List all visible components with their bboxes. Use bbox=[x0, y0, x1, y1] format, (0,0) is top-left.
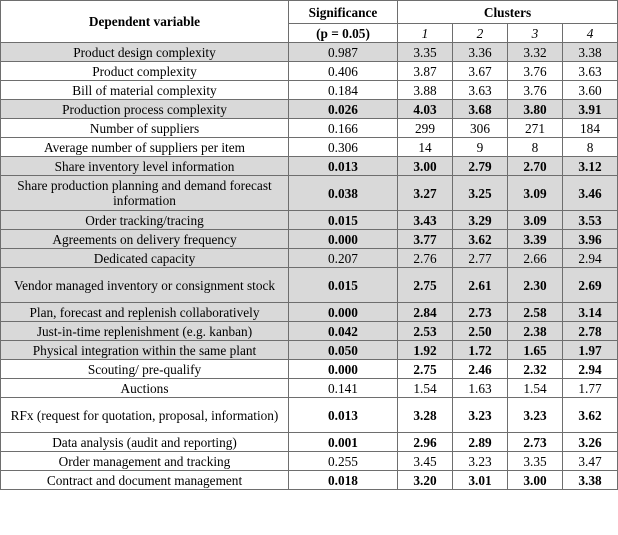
table-row bbox=[1, 138, 618, 157]
cluster-3-cell: 3.23 bbox=[508, 398, 563, 433]
cluster-4-cell: 1.77 bbox=[563, 379, 618, 398]
cluster-3-cell: 2.38 bbox=[508, 322, 563, 341]
cluster-2-cell: 1.72 bbox=[453, 341, 508, 360]
cluster-4-cell: 3.62 bbox=[563, 398, 618, 433]
significance-cell: 0.000 bbox=[289, 230, 398, 249]
cluster-2-cell: 3.25 bbox=[453, 176, 508, 211]
cluster-3-cell: 2.73 bbox=[508, 433, 563, 452]
dependent-variable-cell: Scouting/ pre-qualify bbox=[1, 360, 289, 379]
table-row bbox=[1, 119, 618, 138]
header-cluster-3: 3 bbox=[508, 24, 563, 43]
cluster-2-cell: 2.46 bbox=[453, 360, 508, 379]
dependent-variable-cell: Auctions bbox=[1, 379, 289, 398]
cluster-2-cell: 3.63 bbox=[453, 81, 508, 100]
significance-cell: 0.184 bbox=[289, 81, 398, 100]
dependent-variable-cell: Order tracking/tracing bbox=[1, 211, 289, 230]
table-row bbox=[1, 471, 618, 490]
cluster-1-cell: 2.75 bbox=[398, 360, 453, 379]
cluster-1-cell: 2.96 bbox=[398, 433, 453, 452]
cluster-4-cell: 3.96 bbox=[563, 230, 618, 249]
cluster-3-cell: 3.35 bbox=[508, 452, 563, 471]
table-row bbox=[1, 379, 618, 398]
cluster-4-cell: 1.97 bbox=[563, 341, 618, 360]
table-row bbox=[1, 211, 618, 230]
significance-cell: 0.306 bbox=[289, 138, 398, 157]
cluster-3-cell: 3.39 bbox=[508, 230, 563, 249]
cluster-1-cell: 3.87 bbox=[398, 62, 453, 81]
cluster-4-cell: 3.46 bbox=[563, 176, 618, 211]
cluster-3-cell: 3.00 bbox=[508, 471, 563, 490]
dependent-variable-cell: Agreements on delivery frequency bbox=[1, 230, 289, 249]
cluster-4-cell: 2.94 bbox=[563, 249, 618, 268]
dependent-variable-cell: Order management and tracking bbox=[1, 452, 289, 471]
table-row bbox=[1, 249, 618, 268]
dependent-variable-cell: Vendor managed inventory or consignment stock bbox=[1, 268, 289, 303]
cluster-3-cell: 3.76 bbox=[508, 81, 563, 100]
cluster-4-cell: 3.53 bbox=[563, 211, 618, 230]
table-row bbox=[1, 360, 618, 379]
cluster-1-cell: 3.43 bbox=[398, 211, 453, 230]
table-row bbox=[1, 230, 618, 249]
significance-cell: 0.015 bbox=[289, 268, 398, 303]
cluster-1-cell: 299 bbox=[398, 119, 453, 138]
cluster-4-cell: 3.38 bbox=[563, 471, 618, 490]
cluster-2-cell: 2.61 bbox=[453, 268, 508, 303]
cluster-3-cell: 2.70 bbox=[508, 157, 563, 176]
table-row bbox=[1, 322, 618, 341]
cluster-4-cell: 3.14 bbox=[563, 303, 618, 322]
significance-cell: 0.042 bbox=[289, 322, 398, 341]
dependent-variable-cell: Contract and document management bbox=[1, 471, 289, 490]
dependent-variable-cell: Product design complexity bbox=[1, 43, 289, 62]
significance-cell: 0.013 bbox=[289, 157, 398, 176]
dependent-variable-cell: Plan, forecast and replenish collaboratively bbox=[1, 303, 289, 322]
cluster-4-cell: 2.69 bbox=[563, 268, 618, 303]
cluster-4-cell: 3.12 bbox=[563, 157, 618, 176]
cluster-4-cell: 3.63 bbox=[563, 62, 618, 81]
cluster-2-cell: 2.73 bbox=[453, 303, 508, 322]
dependent-variable-cell: Production process complexity bbox=[1, 100, 289, 119]
cluster-4-cell: 2.94 bbox=[563, 360, 618, 379]
dependent-variable-cell: Dedicated capacity bbox=[1, 249, 289, 268]
cluster-4-cell: 2.78 bbox=[563, 322, 618, 341]
cluster-4-cell: 3.91 bbox=[563, 100, 618, 119]
cluster-1-cell: 3.00 bbox=[398, 157, 453, 176]
table-row bbox=[1, 157, 618, 176]
significance-cell: 0.000 bbox=[289, 360, 398, 379]
significance-cell: 0.038 bbox=[289, 176, 398, 211]
cluster-2-cell: 3.29 bbox=[453, 211, 508, 230]
cluster-3-cell: 2.32 bbox=[508, 360, 563, 379]
header-significance-sub: (p = 0.05) bbox=[289, 24, 398, 43]
cluster-3-cell: 2.30 bbox=[508, 268, 563, 303]
cluster-3-cell: 3.80 bbox=[508, 100, 563, 119]
cluster-1-cell: 3.45 bbox=[398, 452, 453, 471]
cluster-2-cell: 3.36 bbox=[453, 43, 508, 62]
dependent-variable-cell: Number of suppliers bbox=[1, 119, 289, 138]
dependent-variable-cell: Share production planning and demand forecast information bbox=[1, 176, 289, 211]
cluster-2-cell: 3.62 bbox=[453, 230, 508, 249]
table-row bbox=[1, 100, 618, 119]
cluster-2-cell: 2.50 bbox=[453, 322, 508, 341]
cluster-2-cell: 3.67 bbox=[453, 62, 508, 81]
cluster-1-cell: 3.27 bbox=[398, 176, 453, 211]
cluster-3-cell: 3.32 bbox=[508, 43, 563, 62]
cluster-4-cell: 184 bbox=[563, 119, 618, 138]
dependent-variable-cell: Just-in-time replenishment (e.g. kanban) bbox=[1, 322, 289, 341]
cluster-2-cell: 2.89 bbox=[453, 433, 508, 452]
header-significance: Significance bbox=[289, 1, 398, 24]
dependent-variable-cell: Average number of suppliers per item bbox=[1, 138, 289, 157]
cluster-3-cell: 2.66 bbox=[508, 249, 563, 268]
header-dependent-variable: Dependent variable bbox=[1, 1, 289, 43]
cluster-1-cell: 2.75 bbox=[398, 268, 453, 303]
cluster-3-cell: 271 bbox=[508, 119, 563, 138]
cluster-1-cell: 3.88 bbox=[398, 81, 453, 100]
cluster-1-cell: 3.28 bbox=[398, 398, 453, 433]
table-row bbox=[1, 303, 618, 322]
cluster-2-cell: 9 bbox=[453, 138, 508, 157]
table-row bbox=[1, 81, 618, 100]
cluster-1-cell: 2.76 bbox=[398, 249, 453, 268]
cluster-1-cell: 1.54 bbox=[398, 379, 453, 398]
header-clusters: Clusters bbox=[398, 1, 618, 24]
header-cluster-2: 2 bbox=[453, 24, 508, 43]
significance-cell: 0.013 bbox=[289, 398, 398, 433]
cluster-4-cell: 8 bbox=[563, 138, 618, 157]
cluster-2-cell: 306 bbox=[453, 119, 508, 138]
table-row bbox=[1, 268, 618, 303]
cluster-3-cell: 3.09 bbox=[508, 176, 563, 211]
significance-cell: 0.015 bbox=[289, 211, 398, 230]
cluster-3-cell: 1.54 bbox=[508, 379, 563, 398]
cluster-1-cell: 1.92 bbox=[398, 341, 453, 360]
cluster-1-cell: 14 bbox=[398, 138, 453, 157]
header-cluster-4: 4 bbox=[563, 24, 618, 43]
significance-cell: 0.018 bbox=[289, 471, 398, 490]
cluster-4-cell: 3.47 bbox=[563, 452, 618, 471]
dependent-variable-cell: Physical integration within the same plant bbox=[1, 341, 289, 360]
dependent-variable-cell: Bill of material complexity bbox=[1, 81, 289, 100]
cluster-2-cell: 1.63 bbox=[453, 379, 508, 398]
significance-cell: 0.141 bbox=[289, 379, 398, 398]
cluster-4-cell: 3.38 bbox=[563, 43, 618, 62]
significance-cell: 0.406 bbox=[289, 62, 398, 81]
cluster-3-cell: 3.76 bbox=[508, 62, 563, 81]
table-row bbox=[1, 452, 618, 471]
significance-cell: 0.001 bbox=[289, 433, 398, 452]
cluster-1-cell: 2.84 bbox=[398, 303, 453, 322]
cluster-1-cell: 2.53 bbox=[398, 322, 453, 341]
significance-cell: 0.000 bbox=[289, 303, 398, 322]
dependent-variable-cell: RFx (request for quotation, proposal, information) bbox=[1, 398, 289, 433]
dependent-variable-cell: Product complexity bbox=[1, 62, 289, 81]
dependent-variable-cell: Share inventory level information bbox=[1, 157, 289, 176]
cluster-2-cell: 3.23 bbox=[453, 452, 508, 471]
significance-cell: 0.026 bbox=[289, 100, 398, 119]
cluster-4-cell: 3.26 bbox=[563, 433, 618, 452]
cluster-3-cell: 1.65 bbox=[508, 341, 563, 360]
significance-cell: 0.050 bbox=[289, 341, 398, 360]
cluster-2-cell: 3.68 bbox=[453, 100, 508, 119]
significance-cell: 0.166 bbox=[289, 119, 398, 138]
table-row bbox=[1, 398, 618, 433]
cluster-2-cell: 2.79 bbox=[453, 157, 508, 176]
cluster-2-cell: 3.01 bbox=[453, 471, 508, 490]
table-row bbox=[1, 433, 618, 452]
header-cluster-1: 1 bbox=[398, 24, 453, 43]
table-body bbox=[1, 43, 618, 490]
cluster-1-cell: 4.03 bbox=[398, 100, 453, 119]
cluster-4-cell: 3.60 bbox=[563, 81, 618, 100]
cluster-2-cell: 3.23 bbox=[453, 398, 508, 433]
significance-cell: 0.207 bbox=[289, 249, 398, 268]
cluster-3-cell: 3.09 bbox=[508, 211, 563, 230]
cluster-3-cell: 8 bbox=[508, 138, 563, 157]
cluster-3-cell: 2.58 bbox=[508, 303, 563, 322]
cluster-1-cell: 3.77 bbox=[398, 230, 453, 249]
table-row bbox=[1, 43, 618, 62]
cluster-1-cell: 3.20 bbox=[398, 471, 453, 490]
cluster-1-cell: 3.35 bbox=[398, 43, 453, 62]
cluster-2-cell: 2.77 bbox=[453, 249, 508, 268]
table-row bbox=[1, 62, 618, 81]
table-row bbox=[1, 341, 618, 360]
dependent-variable-cell: Data analysis (audit and reporting) bbox=[1, 433, 289, 452]
table-row bbox=[1, 176, 618, 211]
significance-cell: 0.987 bbox=[289, 43, 398, 62]
significance-cell: 0.255 bbox=[289, 452, 398, 471]
